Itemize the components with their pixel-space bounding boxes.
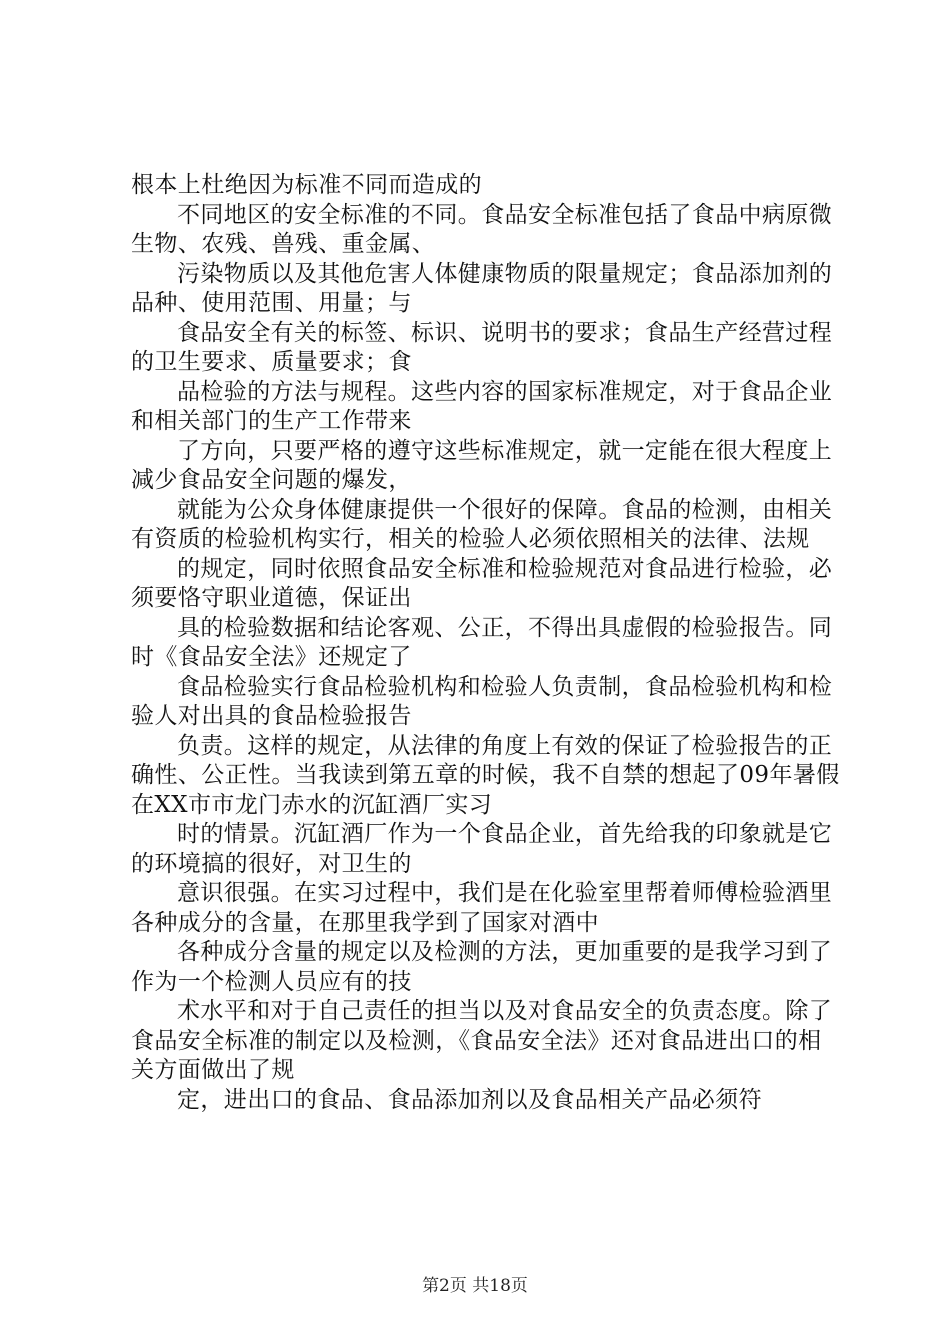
paragraph: 的规定，同时依照食品安全标准和检验规范对食品进行检验，必须要恪守职业道德，保证出 [131,555,833,611]
paragraph: 时的情景。沉缸酒厂作为一个食品企业，首先给我的印象就是它的环境搞的很好，对卫生的 [131,821,833,877]
paragraph: 食品安全有关的标签、标识、说明书的要求；食品生产经营过程的卫生要求、质量要求；食 [131,319,833,375]
paragraph: 负责。这样的规定，从法律的角度上有效的保证了检验报告的正确性、公正性。当我读到第五章的时候，我不自禁的想起了09年暑假在XX市市龙门赤水的沉缸酒厂实习 [131,732,840,818]
paragraph: 不同地区的安全标准的不同。食品安全标准包括了食品中病原微生物、农残、兽残、重金属、 [131,201,833,257]
paragraph: 各种成分含量的规定以及检测的方法，更加重要的是我学习到了作为一个检测人员应有的技 [131,939,833,995]
paragraph: 意识很强。在实习过程中，我们是在化验室里帮着师傅检验酒里各种成分的含量，在那里我学到了国家对酒中 [131,880,833,936]
paragraph: 术水平和对于自己责任的担当以及对食品安全的负责态度。除了食品安全标准的制定以及检测，《食品安全法》还对食品进出口的相关方面做出了规 [131,998,833,1083]
paragraph: 就能为公众身体健康提供一个很好的保障。食品的检测，由相关有资质的检验机构实行，相关的检验人必须依照相关的法律、法规 [131,496,833,552]
paragraph: 品检验的方法与规程。这些内容的国家标准规定，对于食品企业和相关部门的生产工作带来 [131,378,833,434]
paragraph: 了方向，只要严格的遵守这些标准规定，就一定能在很大程度上减少食品安全问题的爆发， [131,437,833,493]
paragraph: 定，进出口的食品、食品添加剂以及食品相关产品必须符 [177,1086,762,1113]
document-body [131,171,841,1115]
paragraph: 食品检验实行食品检验机构和检验人负责制，食品检验机构和检验人对出具的食品检验报告 [131,673,833,729]
paragraph: 污染物质以及其他危害人体健康物质的限量规定；食品添加剂的品种、使用范围、用量；与 [131,260,833,316]
page-number-footer: 第2页 共18页 [422,1276,528,1296]
paragraph: 根本上杜绝因为标准不同而造成的 [131,172,482,198]
paragraph: 具的检验数据和结论客观、公正，不得出具虚假的检验报告。同时《食品安全法》还规定了 [131,614,833,670]
